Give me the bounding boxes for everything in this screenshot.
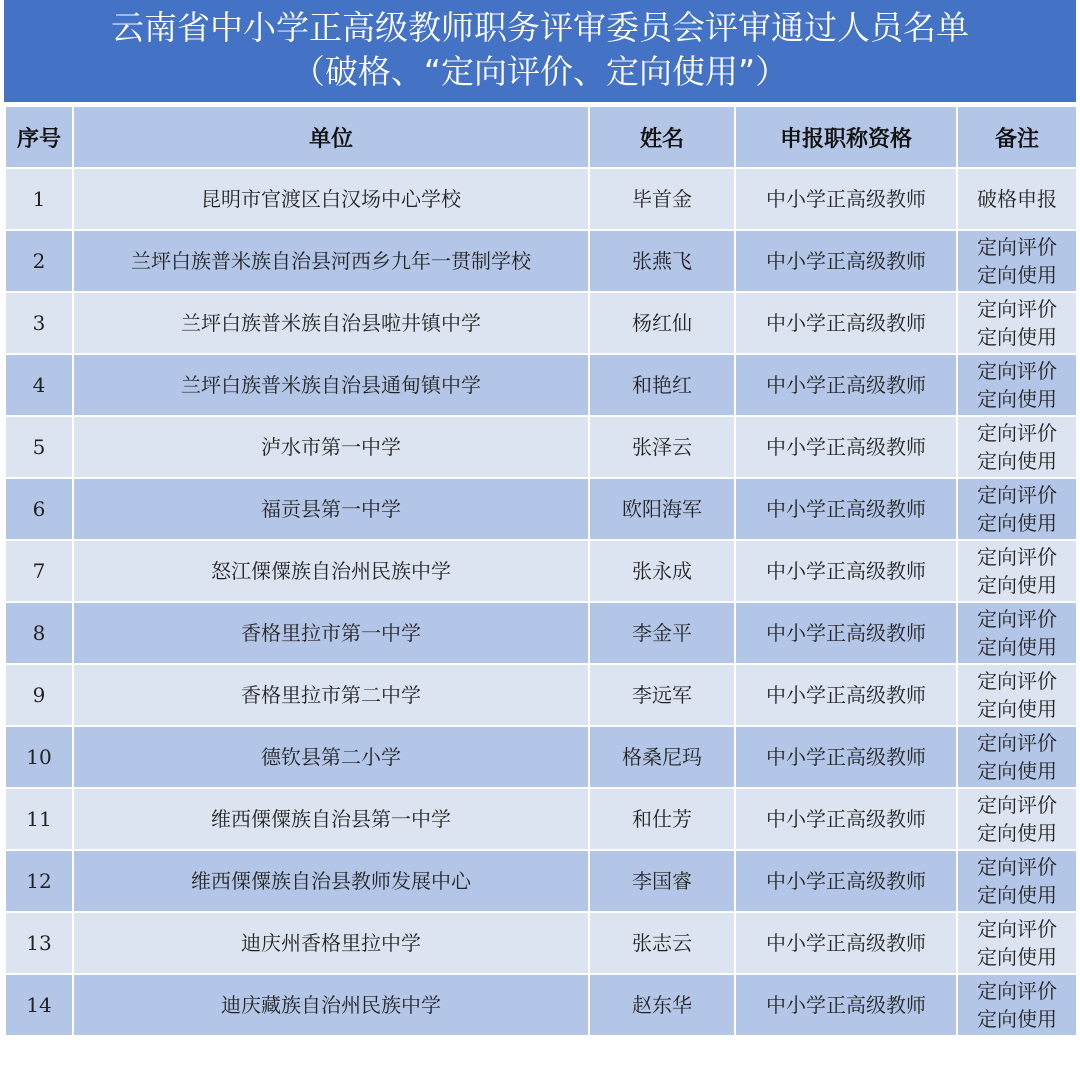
cell-name: 赵东华 (589, 974, 735, 1036)
cell-name: 欧阳海军 (589, 478, 735, 540)
cell-unit: 泸水市第一中学 (73, 416, 589, 478)
remark-text: 定向评价 定向使用 (977, 483, 1057, 535)
header-name: 姓名 (589, 106, 735, 168)
cell-unit: 香格里拉市第二中学 (73, 664, 589, 726)
table-row (5, 540, 1077, 602)
cell-remark (957, 478, 1077, 540)
cell-unit: 兰坪白族普米族自治县通甸镇中学 (73, 354, 589, 416)
table-row (5, 664, 1077, 726)
table-row (5, 168, 1077, 230)
remark-text: 定向评价 定向使用 (977, 855, 1057, 907)
remark-text: 定向评价 定向使用 (977, 607, 1057, 659)
cell-name: 李远军 (589, 664, 735, 726)
cell-unit: 迪庆州香格里拉中学 (73, 912, 589, 974)
cell-no: 4 (5, 354, 73, 416)
cell-name: 张燕飞 (589, 230, 735, 292)
cell-remark (957, 726, 1077, 788)
cell-title: 中小学正高级教师 (735, 168, 957, 230)
cell-name: 格桑尼玛 (589, 726, 735, 788)
cell-remark (957, 292, 1077, 354)
table-row (5, 974, 1077, 1036)
cell-title: 中小学正高级教师 (735, 912, 957, 974)
title-line-1: 云南省中小学正高级教师职务评审委员会评审通过人员名单 (111, 8, 969, 47)
remark-text: 定向评价 定向使用 (977, 359, 1057, 411)
remark-text: 定向评价 定向使用 (977, 793, 1057, 845)
cell-no: 7 (5, 540, 73, 602)
cell-title: 中小学正高级教师 (735, 478, 957, 540)
header-no: 序号 (5, 106, 73, 168)
table-row (5, 850, 1077, 912)
cell-title: 中小学正高级教师 (735, 230, 957, 292)
cell-unit: 香格里拉市第一中学 (73, 602, 589, 664)
cell-remark (957, 230, 1077, 292)
cell-name: 毕首金 (589, 168, 735, 230)
cell-title: 中小学正高级教师 (735, 292, 957, 354)
remark-text: 定向评价 定向使用 (977, 979, 1057, 1031)
cell-name: 李国睿 (589, 850, 735, 912)
cell-remark (957, 788, 1077, 850)
cell-unit: 德钦县第二小学 (73, 726, 589, 788)
cell-no: 11 (5, 788, 73, 850)
cell-remark (957, 354, 1077, 416)
table-row (5, 726, 1077, 788)
table-row (5, 912, 1077, 974)
cell-unit: 维西傈僳族自治县第一中学 (73, 788, 589, 850)
remark-text: 定向评价 定向使用 (977, 917, 1057, 969)
cell-unit: 迪庆藏族自治州民族中学 (73, 974, 589, 1036)
cell-title: 中小学正高级教师 (735, 664, 957, 726)
table-row (5, 478, 1077, 540)
header-remark: 备注 (957, 106, 1077, 168)
cell-remark (957, 540, 1077, 602)
cell-title: 中小学正高级教师 (735, 354, 957, 416)
cell-title: 中小学正高级教师 (735, 974, 957, 1036)
remark-text: 定向评价 定向使用 (977, 545, 1057, 597)
cell-no: 3 (5, 292, 73, 354)
cell-no: 14 (5, 974, 73, 1036)
cell-unit: 兰坪白族普米族自治县河西乡九年一贯制学校 (73, 230, 589, 292)
cell-unit: 兰坪白族普米族自治县啦井镇中学 (73, 292, 589, 354)
cell-no: 12 (5, 850, 73, 912)
cell-no: 10 (5, 726, 73, 788)
approved-personnel-table (4, 105, 1078, 1037)
cell-remark (957, 416, 1077, 478)
cell-no: 6 (5, 478, 73, 540)
cell-name: 张志云 (589, 912, 735, 974)
table-row (5, 602, 1077, 664)
header-title: 申报职称资格 (735, 106, 957, 168)
cell-name: 和仕芳 (589, 788, 735, 850)
cell-unit: 维西傈僳族自治县教师发展中心 (73, 850, 589, 912)
cell-title: 中小学正高级教师 (735, 850, 957, 912)
cell-title: 中小学正高级教师 (735, 416, 957, 478)
remark-text: 破格申报 (977, 187, 1057, 211)
table-header-row (5, 106, 1077, 168)
cell-name: 张永成 (589, 540, 735, 602)
cell-name: 张泽云 (589, 416, 735, 478)
remark-text: 定向评价 定向使用 (977, 297, 1057, 349)
cell-remark (957, 602, 1077, 664)
cell-title: 中小学正高级教师 (735, 602, 957, 664)
table-row (5, 416, 1077, 478)
table-row (5, 292, 1077, 354)
cell-no: 9 (5, 664, 73, 726)
title-banner (4, 0, 1076, 102)
cell-title: 中小学正高级教师 (735, 726, 957, 788)
cell-no: 13 (5, 912, 73, 974)
table-row (5, 788, 1077, 850)
remark-text: 定向评价 定向使用 (977, 421, 1057, 473)
cell-remark (957, 664, 1077, 726)
table-row (5, 230, 1077, 292)
cell-no: 5 (5, 416, 73, 478)
remark-text: 定向评价 定向使用 (977, 669, 1057, 721)
table-row (5, 354, 1077, 416)
cell-unit: 昆明市官渡区白汉场中心学校 (73, 168, 589, 230)
cell-no: 2 (5, 230, 73, 292)
cell-no: 1 (5, 168, 73, 230)
cell-remark (957, 974, 1077, 1036)
cell-name: 和艳红 (589, 354, 735, 416)
remark-text: 定向评价 定向使用 (977, 235, 1057, 287)
cell-unit: 福贡县第一中学 (73, 478, 589, 540)
cell-remark (957, 850, 1077, 912)
header-unit: 单位 (73, 106, 589, 168)
cell-name: 杨红仙 (589, 292, 735, 354)
cell-remark (957, 168, 1077, 230)
title-line-2: （破格、“定向评价、定向使用”） (291, 52, 789, 91)
cell-no: 8 (5, 602, 73, 664)
cell-title: 中小学正高级教师 (735, 788, 957, 850)
remark-text: 定向评价 定向使用 (977, 731, 1057, 783)
cell-name: 李金平 (589, 602, 735, 664)
cell-title: 中小学正高级教师 (735, 540, 957, 602)
cell-remark (957, 912, 1077, 974)
cell-unit: 怒江傈僳族自治州民族中学 (73, 540, 589, 602)
